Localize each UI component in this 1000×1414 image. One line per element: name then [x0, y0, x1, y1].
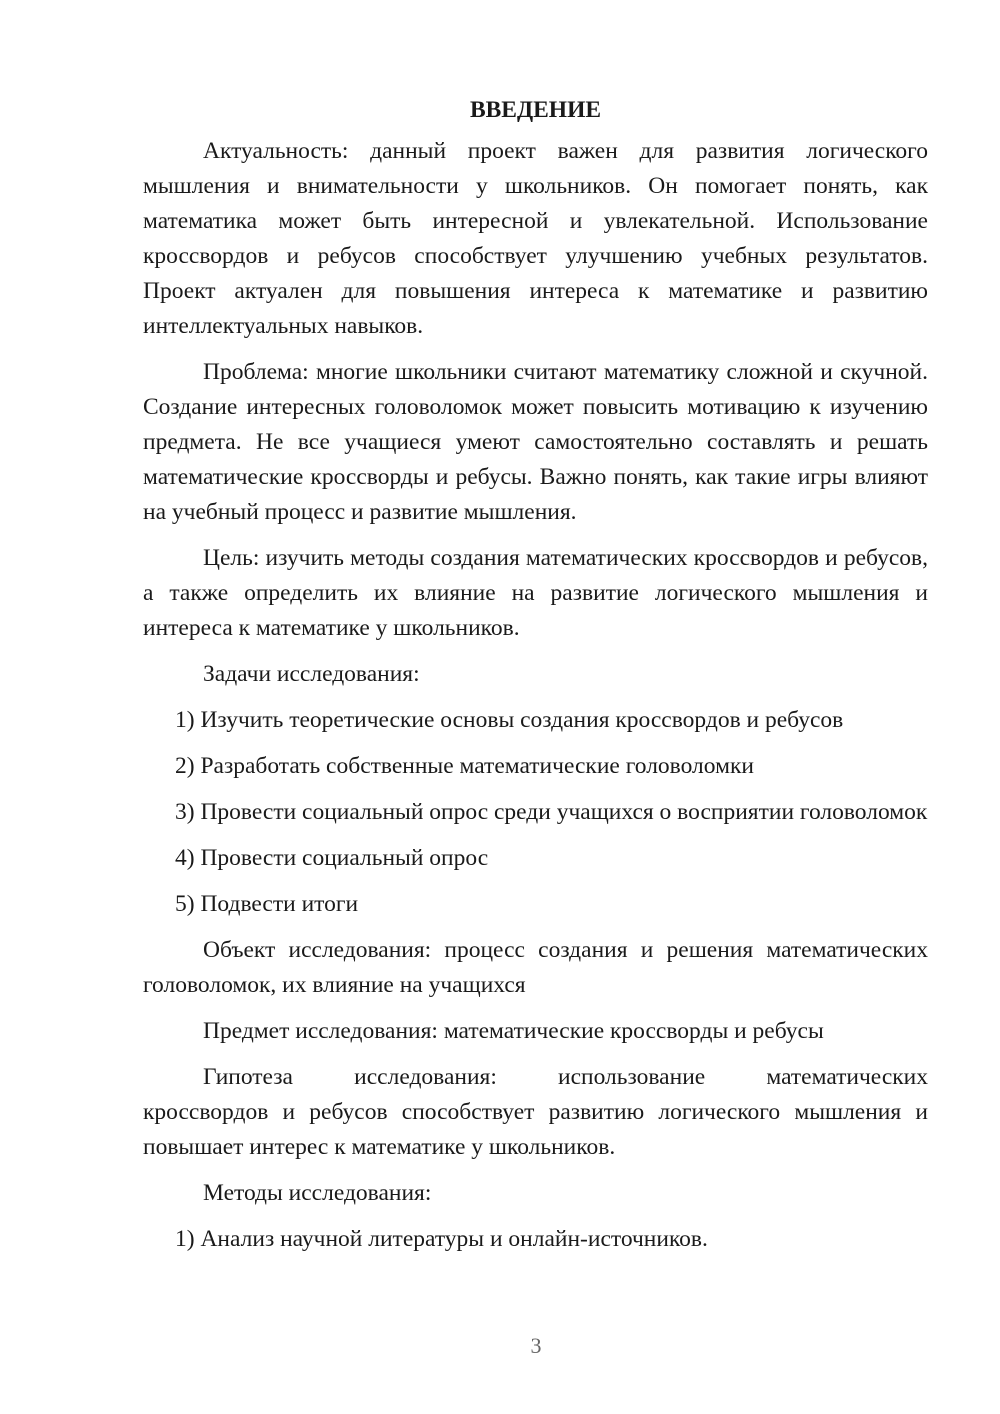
task-item: 3) Провести социальный опрос среди учащихся о восприятии головоломок: [175, 799, 928, 825]
goal-paragraph: Цель: изучить методы создания математических кроссвордов и ребусов, а также определить их влияние на развитие логического мышления и интереса к математике у школьников.: [143, 545, 928, 641]
methods-heading: Методы исследования:: [203, 1180, 432, 1206]
hypothesis-rest: кроссвордов и ребусов способствует развитию логического мышления и повышает интерес к математике у школьников.: [143, 1099, 928, 1160]
relevance-paragraph: Актуальность: данный проект важен для развития логического мышления и внимательности у школьников. Он помогает понять, как математика может быть интересной и увлекательной. Использование кроссвордов и ребусов способствует улучшению учебных результатов. Проект актуален для повышения интереса к математике и развитию интеллектуальных навыков.: [143, 138, 928, 339]
hypothesis-paragraph: [143, 1060, 928, 1165]
subject-paragraph: Предмет исследования: математические кроссворды и ребусы: [203, 1018, 824, 1044]
hypothesis-first-line: Гипотеза исследования: использование математических: [203, 1064, 928, 1090]
tasks-heading: Задачи исследования:: [203, 661, 420, 687]
section-title: ВВЕДЕНИЕ: [469, 97, 602, 123]
object-paragraph: Объект исследования: процесс создания и решения математических головоломок, их влияние на учащихся: [143, 937, 928, 998]
document-body: [143, 92, 928, 1268]
task-item: 5) Подвести итоги: [175, 891, 359, 917]
problem-paragraph: Проблема: многие школьники считают математику сложной и скучной. Создание интересных головоломок может повысить мотивацию к изучению предмета. Не все учащиеся умеют самостоятельно составлять и решать математические кроссворды и ребусы. Важно понять, как такие игры влияют на учебный процесс и развитие мышления.: [143, 359, 928, 525]
task-item: 2) Разработать собственные математические головоломки: [175, 753, 754, 779]
task-item: 1) Изучить теоретические основы создания кроссвордов и ребусов: [175, 707, 844, 733]
task-item: 4) Провести социальный опрос: [175, 845, 489, 871]
method-item: 1) Анализ научной литературы и онлайн-источников.: [175, 1226, 708, 1252]
page-number: 3: [530, 1333, 542, 1358]
